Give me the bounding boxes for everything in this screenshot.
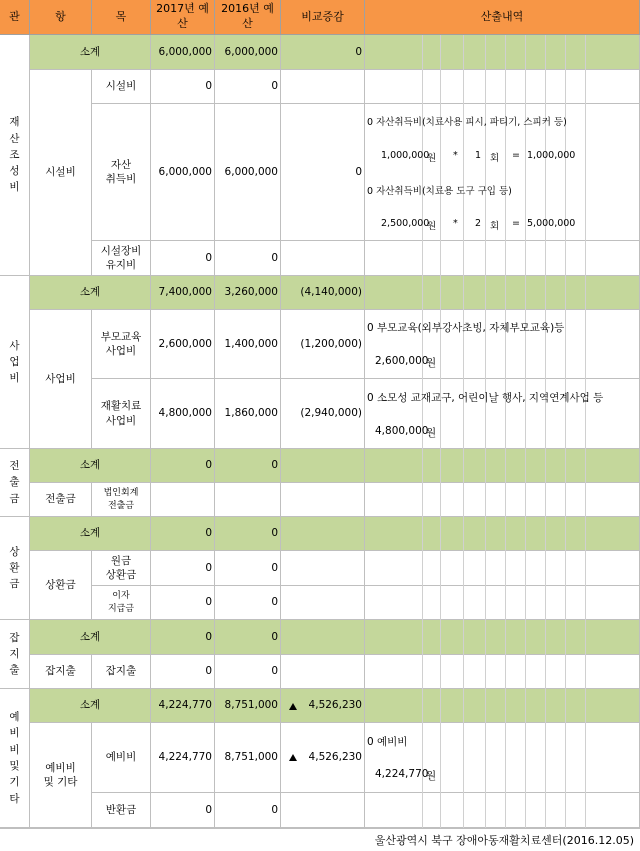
calc2-eq: =: [512, 218, 520, 229]
reserve-detail-line1: 0 예비비: [367, 736, 408, 748]
up-triangle-icon: [289, 754, 297, 761]
misc-2017: 0: [151, 655, 215, 689]
capital-detail-calc1: [367, 150, 637, 164]
maintenance-2017: 0: [151, 241, 215, 276]
reserve-detail-amount1: 4,224,770: [375, 768, 429, 780]
capital-detail-line1: 0 자산취득비(치료사용 피시, 파티기, 스피커 등): [367, 117, 567, 128]
refund-details: [365, 793, 640, 828]
calc2-qty: 2: [475, 218, 482, 229]
reserve-subtotal-label: 소계: [30, 689, 151, 723]
mok-parent-edu: 부모교육 사업비: [92, 310, 151, 379]
rehab-2017: 4,800,000: [151, 379, 215, 449]
transfer-subtotal-label: 소계: [30, 449, 151, 483]
calc1-eq: =: [512, 150, 520, 161]
capital-detail-line2: 0 자산취득비(치료용 도구 구입 등): [367, 186, 512, 197]
mok-refund: 반환금: [92, 793, 151, 828]
principal-2016: 0: [215, 551, 281, 586]
header-budget-2016: 2016년 예산: [215, 0, 281, 35]
header-mok: 목: [92, 0, 151, 35]
corp-transfer-diff: [281, 483, 365, 517]
business-subtotal-2017: 7,400,000: [151, 276, 215, 310]
reserve-subtotal-diff: 4,526,230: [308, 699, 362, 712]
refund-2017: 0: [151, 793, 215, 828]
business-detail-line1: 0 부모교육(외부강사초빙, 자체부모교육)등: [367, 322, 565, 334]
gwan-reserve: 예 비 비 및 기 타: [0, 689, 30, 828]
header-gwan: 관: [0, 0, 30, 35]
transfer-subtotal-details: [365, 449, 640, 483]
maintenance-details: [365, 241, 640, 276]
calc2-op: *: [453, 218, 458, 229]
reserve-subtotal-2016: 8,751,000: [215, 689, 281, 723]
business-subtotal-2016: 3,260,000: [215, 276, 281, 310]
maintenance-diff: [281, 241, 365, 276]
facility-2016: 0: [215, 70, 281, 104]
calc2-qunit: 회: [490, 221, 500, 232]
corp-transfer-2016: [215, 483, 281, 517]
facility-diff: [281, 70, 365, 104]
mok-reserve: 예비비: [92, 723, 151, 793]
calc2-total: 5,000,000: [527, 218, 576, 229]
corp-transfer-2017: [151, 483, 215, 517]
asset-diff: 0: [281, 104, 365, 241]
misc-subtotal-label: 소계: [30, 620, 151, 655]
misc-subtotal-diff: [281, 620, 365, 655]
principal-2017: 0: [151, 551, 215, 586]
misc-2016: 0: [215, 655, 281, 689]
gwan-misc: 잡 지 출: [0, 620, 30, 689]
reserve-diff: 4,526,230: [308, 751, 362, 764]
corp-transfer-details: [365, 483, 640, 517]
business-detail-amount2: 4,800,000: [375, 425, 429, 437]
reserve-diff-cell: [281, 723, 365, 793]
capital-subtotal-2016: 6,000,000: [215, 35, 281, 70]
calc1-qty: 1: [475, 150, 482, 161]
facility-details: [365, 70, 640, 104]
facility-2017: 0: [151, 70, 215, 104]
calc1-op: *: [453, 150, 458, 161]
interest-details: [365, 586, 640, 620]
asset-2016: 6,000,000: [215, 104, 281, 241]
maintenance-2016: 0: [215, 241, 281, 276]
gwan-repay: 상 환 금: [0, 517, 30, 620]
transfer-subtotal-2017: 0: [151, 449, 215, 483]
mok-facility: 시설비: [92, 70, 151, 104]
misc-subtotal-2016: 0: [215, 620, 281, 655]
reserve-subtotal-2017: 4,224,770: [151, 689, 215, 723]
rehab-diff: (2,940,000): [281, 379, 365, 449]
transfer-subtotal-diff: [281, 449, 365, 483]
capital-detail-calc2: [367, 218, 637, 232]
calc2-unit: 원: [427, 221, 437, 232]
calc1-amount: 1,000,000: [381, 150, 430, 161]
hang-capital: 시설비: [30, 70, 92, 276]
reserve-detail-unit1: 원: [426, 770, 437, 782]
hang-repay: 상환금: [30, 551, 92, 620]
asset-2017: 6,000,000: [151, 104, 215, 241]
hang-transfer: 전출금: [30, 483, 92, 517]
misc-subtotal-details: [365, 620, 640, 655]
mok-maintenance: 시설장비 유지비: [92, 241, 151, 276]
misc-subtotal-2017: 0: [151, 620, 215, 655]
principal-details: [365, 551, 640, 586]
misc-diff: [281, 655, 365, 689]
interest-2016: 0: [215, 586, 281, 620]
hang-business: 사업비: [30, 310, 92, 449]
parent-edu-2016: 1,400,000: [215, 310, 281, 379]
business-detail-amount1: 2,600,000: [375, 355, 429, 367]
business-detail-line2: 0 소모성 교재교구, 어린이날 행사, 지역연계사업 등: [367, 392, 604, 404]
mok-asset: 자산 취득비: [92, 104, 151, 241]
capital-subtotal-diff: 0: [281, 35, 365, 70]
hang-misc: 잡지출: [30, 655, 92, 689]
calc2-amount: 2,500,000: [381, 218, 430, 229]
repay-subtotal-2017: 0: [151, 517, 215, 551]
reserve-subtotal-details: [365, 689, 640, 723]
header-budget-2017: 2017년 예산: [151, 0, 215, 35]
reserve-2016: 8,751,000: [215, 723, 281, 793]
capital-subtotal-2017: 6,000,000: [151, 35, 215, 70]
business-subtotal-details: [365, 276, 640, 310]
mok-interest: 이자 지급금: [92, 586, 151, 620]
header-details: 산출내역: [365, 0, 640, 35]
mok-misc: 잡지출: [92, 655, 151, 689]
misc-details: [365, 655, 640, 689]
business-detail-unit1: 원: [426, 357, 437, 369]
rehab-2016: 1,860,000: [215, 379, 281, 449]
calc1-unit: 원: [427, 153, 437, 164]
mok-rehab: 재활치료 사업비: [92, 379, 151, 449]
up-triangle-icon: [289, 703, 297, 710]
repay-subtotal-diff: [281, 517, 365, 551]
transfer-subtotal-2016: 0: [215, 449, 281, 483]
repay-subtotal-details: [365, 517, 640, 551]
business-detail-unit2: 원: [426, 427, 437, 439]
business-subtotal-diff: (4,140,000): [281, 276, 365, 310]
calc1-total: 1,000,000: [527, 150, 576, 161]
capital-subtotal-details: [365, 35, 640, 70]
parent-edu-diff: (1,200,000): [281, 310, 365, 379]
business-subtotal-label: 소계: [30, 276, 151, 310]
header-diff: 비교증감: [281, 0, 365, 35]
reserve-2017: 4,224,770: [151, 723, 215, 793]
principal-diff: [281, 551, 365, 586]
interest-2017: 0: [151, 586, 215, 620]
calc1-qunit: 회: [490, 153, 500, 164]
gwan-transfer: 전 출 금: [0, 449, 30, 517]
footer-caption: 울산광역시 북구 장애아동재활치료센터(2016.12.05): [0, 828, 640, 851]
gwan-business: 사 업 비: [0, 276, 30, 449]
refund-2016: 0: [215, 793, 281, 828]
mok-principal: 원금 상환금: [92, 551, 151, 586]
reserve-subtotal-diff-cell: [281, 689, 365, 723]
refund-diff: [281, 793, 365, 828]
hang-reserve: 예비비 및 기타: [30, 723, 92, 828]
repay-subtotal-2016: 0: [215, 517, 281, 551]
capital-subtotal-label: 소계: [30, 35, 151, 70]
mok-corp-transfer: 법인회계 전출금: [92, 483, 151, 517]
header-hang: 항: [30, 0, 92, 35]
repay-subtotal-label: 소계: [30, 517, 151, 551]
parent-edu-2017: 2,600,000: [151, 310, 215, 379]
interest-diff: [281, 586, 365, 620]
gwan-capital: 재 산 조 성 비: [0, 35, 30, 276]
